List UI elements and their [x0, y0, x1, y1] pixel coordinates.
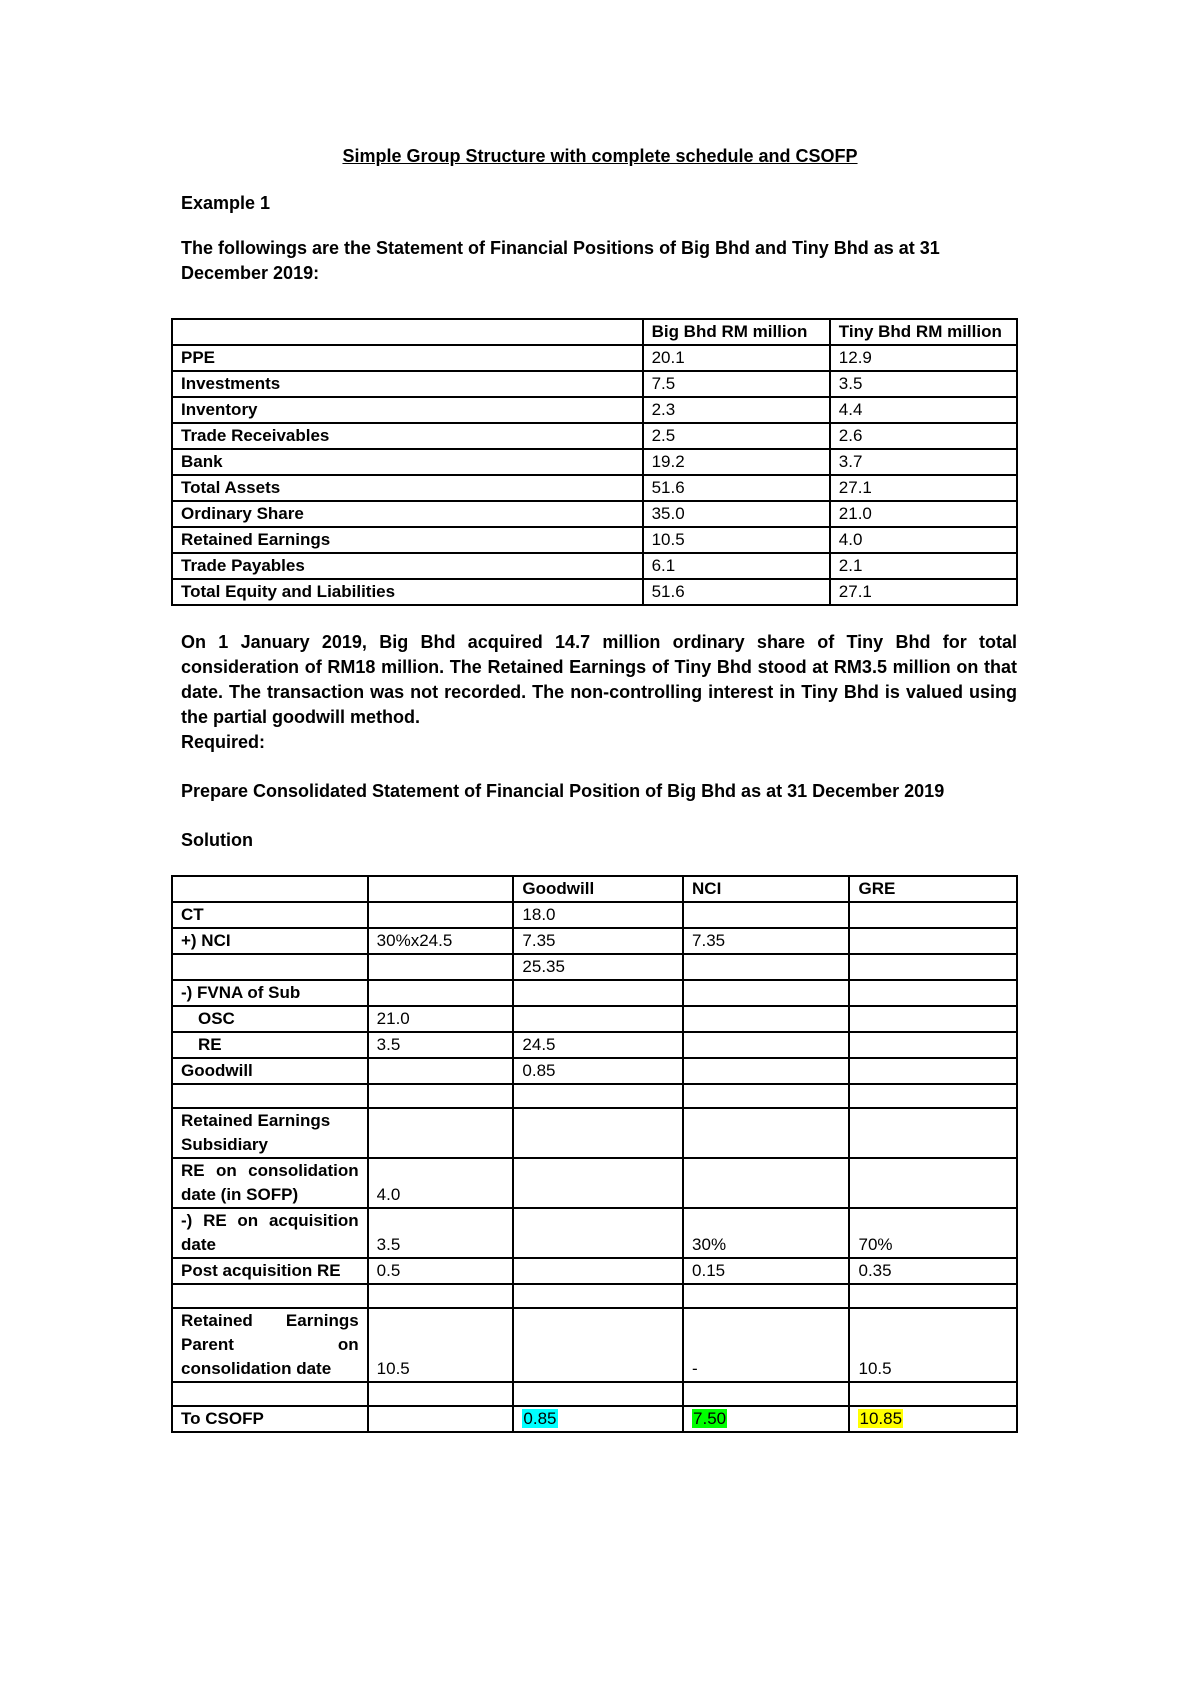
value-cell: 2.3 [643, 397, 830, 423]
cell [368, 1108, 514, 1158]
value-cell: 7.5 [643, 371, 830, 397]
cell [368, 1406, 514, 1432]
cell [683, 902, 849, 928]
intro-paragraph: The followings are the Statement of Financial Positions of Big Bhd and Tiny Bhd as at 31 December 2019: [181, 238, 940, 283]
table-row [172, 527, 1017, 553]
table-row [172, 345, 1017, 371]
cell: 10.5 [368, 1308, 514, 1382]
table-row [172, 579, 1017, 605]
table-row [172, 1032, 1017, 1058]
row-label: +) NCI [172, 928, 368, 954]
row-label: Goodwill [172, 1058, 368, 1084]
table-row [172, 1108, 1017, 1158]
cell [513, 1258, 683, 1284]
table-row [172, 1258, 1017, 1284]
value-cell: 21.0 [830, 501, 1017, 527]
solution-label: Solution [181, 830, 253, 850]
row-label: Ordinary Share [172, 501, 643, 527]
value-cell: 2.5 [643, 423, 830, 449]
table-row [172, 553, 1017, 579]
cell [849, 928, 1017, 954]
row-label: -) RE on acquisition date [172, 1208, 368, 1258]
cell [849, 1006, 1017, 1032]
cell: 30% [683, 1208, 849, 1258]
table-row [172, 1158, 1017, 1208]
table-row [172, 1084, 1017, 1108]
cell [513, 1284, 683, 1308]
cell [513, 1308, 683, 1382]
required-text: Prepare Consolidated Statement of Financial Position of Big Bhd as at 31 December 2019 [181, 781, 945, 801]
cell [849, 954, 1017, 980]
cell [368, 1058, 514, 1084]
row-label: RE [172, 1032, 368, 1058]
header-cell [172, 876, 368, 902]
scenario-paragraph: On 1 January 2019, Big Bhd acquired 14.7 million ordinary share of Tiny Bhd for total consideration of RM18 million. The Retained Earnings of Tiny Bhd stood at RM3.5 million on that date. The transaction was not recorded. The non-controlling interest in Tiny Bhd is valued using the partial goodwill method. [181, 632, 1017, 727]
cell: 25.35 [513, 954, 683, 980]
header-nci: NCI [683, 876, 849, 902]
row-label: -) FVNA of Sub [172, 980, 368, 1006]
cell: 0.15 [683, 1258, 849, 1284]
row-label [172, 1084, 368, 1108]
table-row [172, 1058, 1017, 1084]
row-label [172, 1382, 368, 1406]
cell [683, 1382, 849, 1406]
table-row [172, 371, 1017, 397]
schedule-table [171, 875, 1018, 1433]
row-label: Total Assets [172, 475, 643, 501]
table-row [172, 928, 1017, 954]
cell [513, 1382, 683, 1406]
cell: 70% [849, 1208, 1017, 1258]
cell [849, 1032, 1017, 1058]
cell [849, 902, 1017, 928]
table-row [172, 902, 1017, 928]
value-cell: 3.7 [830, 449, 1017, 475]
row-label: Investments [172, 371, 643, 397]
value-cell: 35.0 [643, 501, 830, 527]
cell [683, 1058, 849, 1084]
header-gre: GRE [849, 876, 1017, 902]
value-cell: 4.4 [830, 397, 1017, 423]
cell: 3.5 [368, 1032, 514, 1058]
header-cell [172, 319, 643, 345]
table-row [172, 475, 1017, 501]
row-label: To CSOFP [172, 1406, 368, 1432]
value-cell: 2.6 [830, 423, 1017, 449]
row-label: Inventory [172, 397, 643, 423]
row-label: RE on consolidation date (in SOFP) [172, 1158, 368, 1208]
example-heading: Example 1 [181, 193, 271, 213]
cell: 10.5 [849, 1308, 1017, 1382]
nci-total-cell [683, 1406, 849, 1432]
cell [368, 954, 514, 980]
table-row [172, 1382, 1017, 1406]
cell [513, 1108, 683, 1158]
cell [368, 1084, 514, 1108]
row-label: OSC [172, 1006, 368, 1032]
cell [368, 902, 514, 928]
cell: 21.0 [368, 1006, 514, 1032]
table-row [172, 1308, 1017, 1382]
table-row [172, 1208, 1017, 1258]
cell [683, 1158, 849, 1208]
cell: 7.35 [683, 928, 849, 954]
value-cell: 4.0 [830, 527, 1017, 553]
cell [849, 1084, 1017, 1108]
table-row [172, 1406, 1017, 1432]
cell: 0.5 [368, 1258, 514, 1284]
cell [683, 954, 849, 980]
row-label: Bank [172, 449, 643, 475]
table-header-row [172, 876, 1017, 902]
cell: 30%x24.5 [368, 928, 514, 954]
cell [683, 980, 849, 1006]
value-cell: 27.1 [830, 475, 1017, 501]
row-label [172, 954, 368, 980]
header-cell: Tiny Bhd RM million [830, 319, 1017, 345]
cell [683, 1108, 849, 1158]
cell: 18.0 [513, 902, 683, 928]
value-cell: 27.1 [830, 579, 1017, 605]
cell [368, 980, 514, 1006]
table-row [172, 501, 1017, 527]
header-goodwill: Goodwill [513, 876, 683, 902]
cell [849, 1382, 1017, 1406]
table-row [172, 980, 1017, 1006]
cell [513, 1084, 683, 1108]
cell [849, 1284, 1017, 1308]
cell [368, 1382, 514, 1406]
cell: 0.85 [513, 1058, 683, 1084]
table-header-row [172, 319, 1017, 345]
cell [849, 1058, 1017, 1084]
value-cell: 12.9 [830, 345, 1017, 371]
value-cell: 2.1 [830, 553, 1017, 579]
gre-total-highlight: 10.85 [859, 1409, 903, 1428]
cell: 4.0 [368, 1158, 514, 1208]
table-row [172, 954, 1017, 980]
value-cell: 6.1 [643, 553, 830, 579]
value-cell: 20.1 [643, 345, 830, 371]
required-label: Required: [181, 732, 266, 752]
page-title: Simple Group Structure with complete schedule and CSOFP [342, 146, 858, 166]
cell: - [683, 1308, 849, 1382]
table-row [172, 423, 1017, 449]
row-label: Retained Earnings [172, 527, 643, 553]
cell: 24.5 [513, 1032, 683, 1058]
value-cell: 3.5 [830, 371, 1017, 397]
row-label: Total Equity and Liabilities [172, 579, 643, 605]
cell [683, 1284, 849, 1308]
value-cell: 19.2 [643, 449, 830, 475]
row-label: CT [172, 902, 368, 928]
cell [683, 1084, 849, 1108]
cell [849, 980, 1017, 1006]
cell [683, 1032, 849, 1058]
row-label: Retained Earnings Subsidiary [172, 1108, 368, 1158]
cell: 3.5 [368, 1208, 514, 1258]
value-cell: 10.5 [643, 527, 830, 553]
table-row [172, 1284, 1017, 1308]
cell [513, 1158, 683, 1208]
cell [368, 1284, 514, 1308]
header-cell: Big Bhd RM million [643, 319, 830, 345]
goodwill-total-cell [513, 1406, 683, 1432]
nci-total-highlight: 7.50 [693, 1409, 727, 1428]
row-label: Retained Earnings Parent on consolidation date [172, 1308, 368, 1382]
row-label: PPE [172, 345, 643, 371]
table-row [172, 397, 1017, 423]
cell [513, 1006, 683, 1032]
row-label: Trade Receivables [172, 423, 643, 449]
table-row [172, 449, 1017, 475]
cell [849, 1108, 1017, 1158]
cell: 7.35 [513, 928, 683, 954]
table-row [172, 1006, 1017, 1032]
cell [513, 1208, 683, 1258]
cell: 0.35 [849, 1258, 1017, 1284]
row-label [172, 1284, 368, 1308]
cell [513, 980, 683, 1006]
header-cell [368, 876, 514, 902]
cell [849, 1158, 1017, 1208]
sofp-table [171, 318, 1018, 606]
value-cell: 51.6 [643, 579, 830, 605]
row-label: Trade Payables [172, 553, 643, 579]
value-cell: 51.6 [643, 475, 830, 501]
gre-total-cell [849, 1406, 1017, 1432]
goodwill-total-highlight: 0.85 [523, 1409, 557, 1428]
cell [683, 1006, 849, 1032]
row-label: Post acquisition RE [172, 1258, 368, 1284]
